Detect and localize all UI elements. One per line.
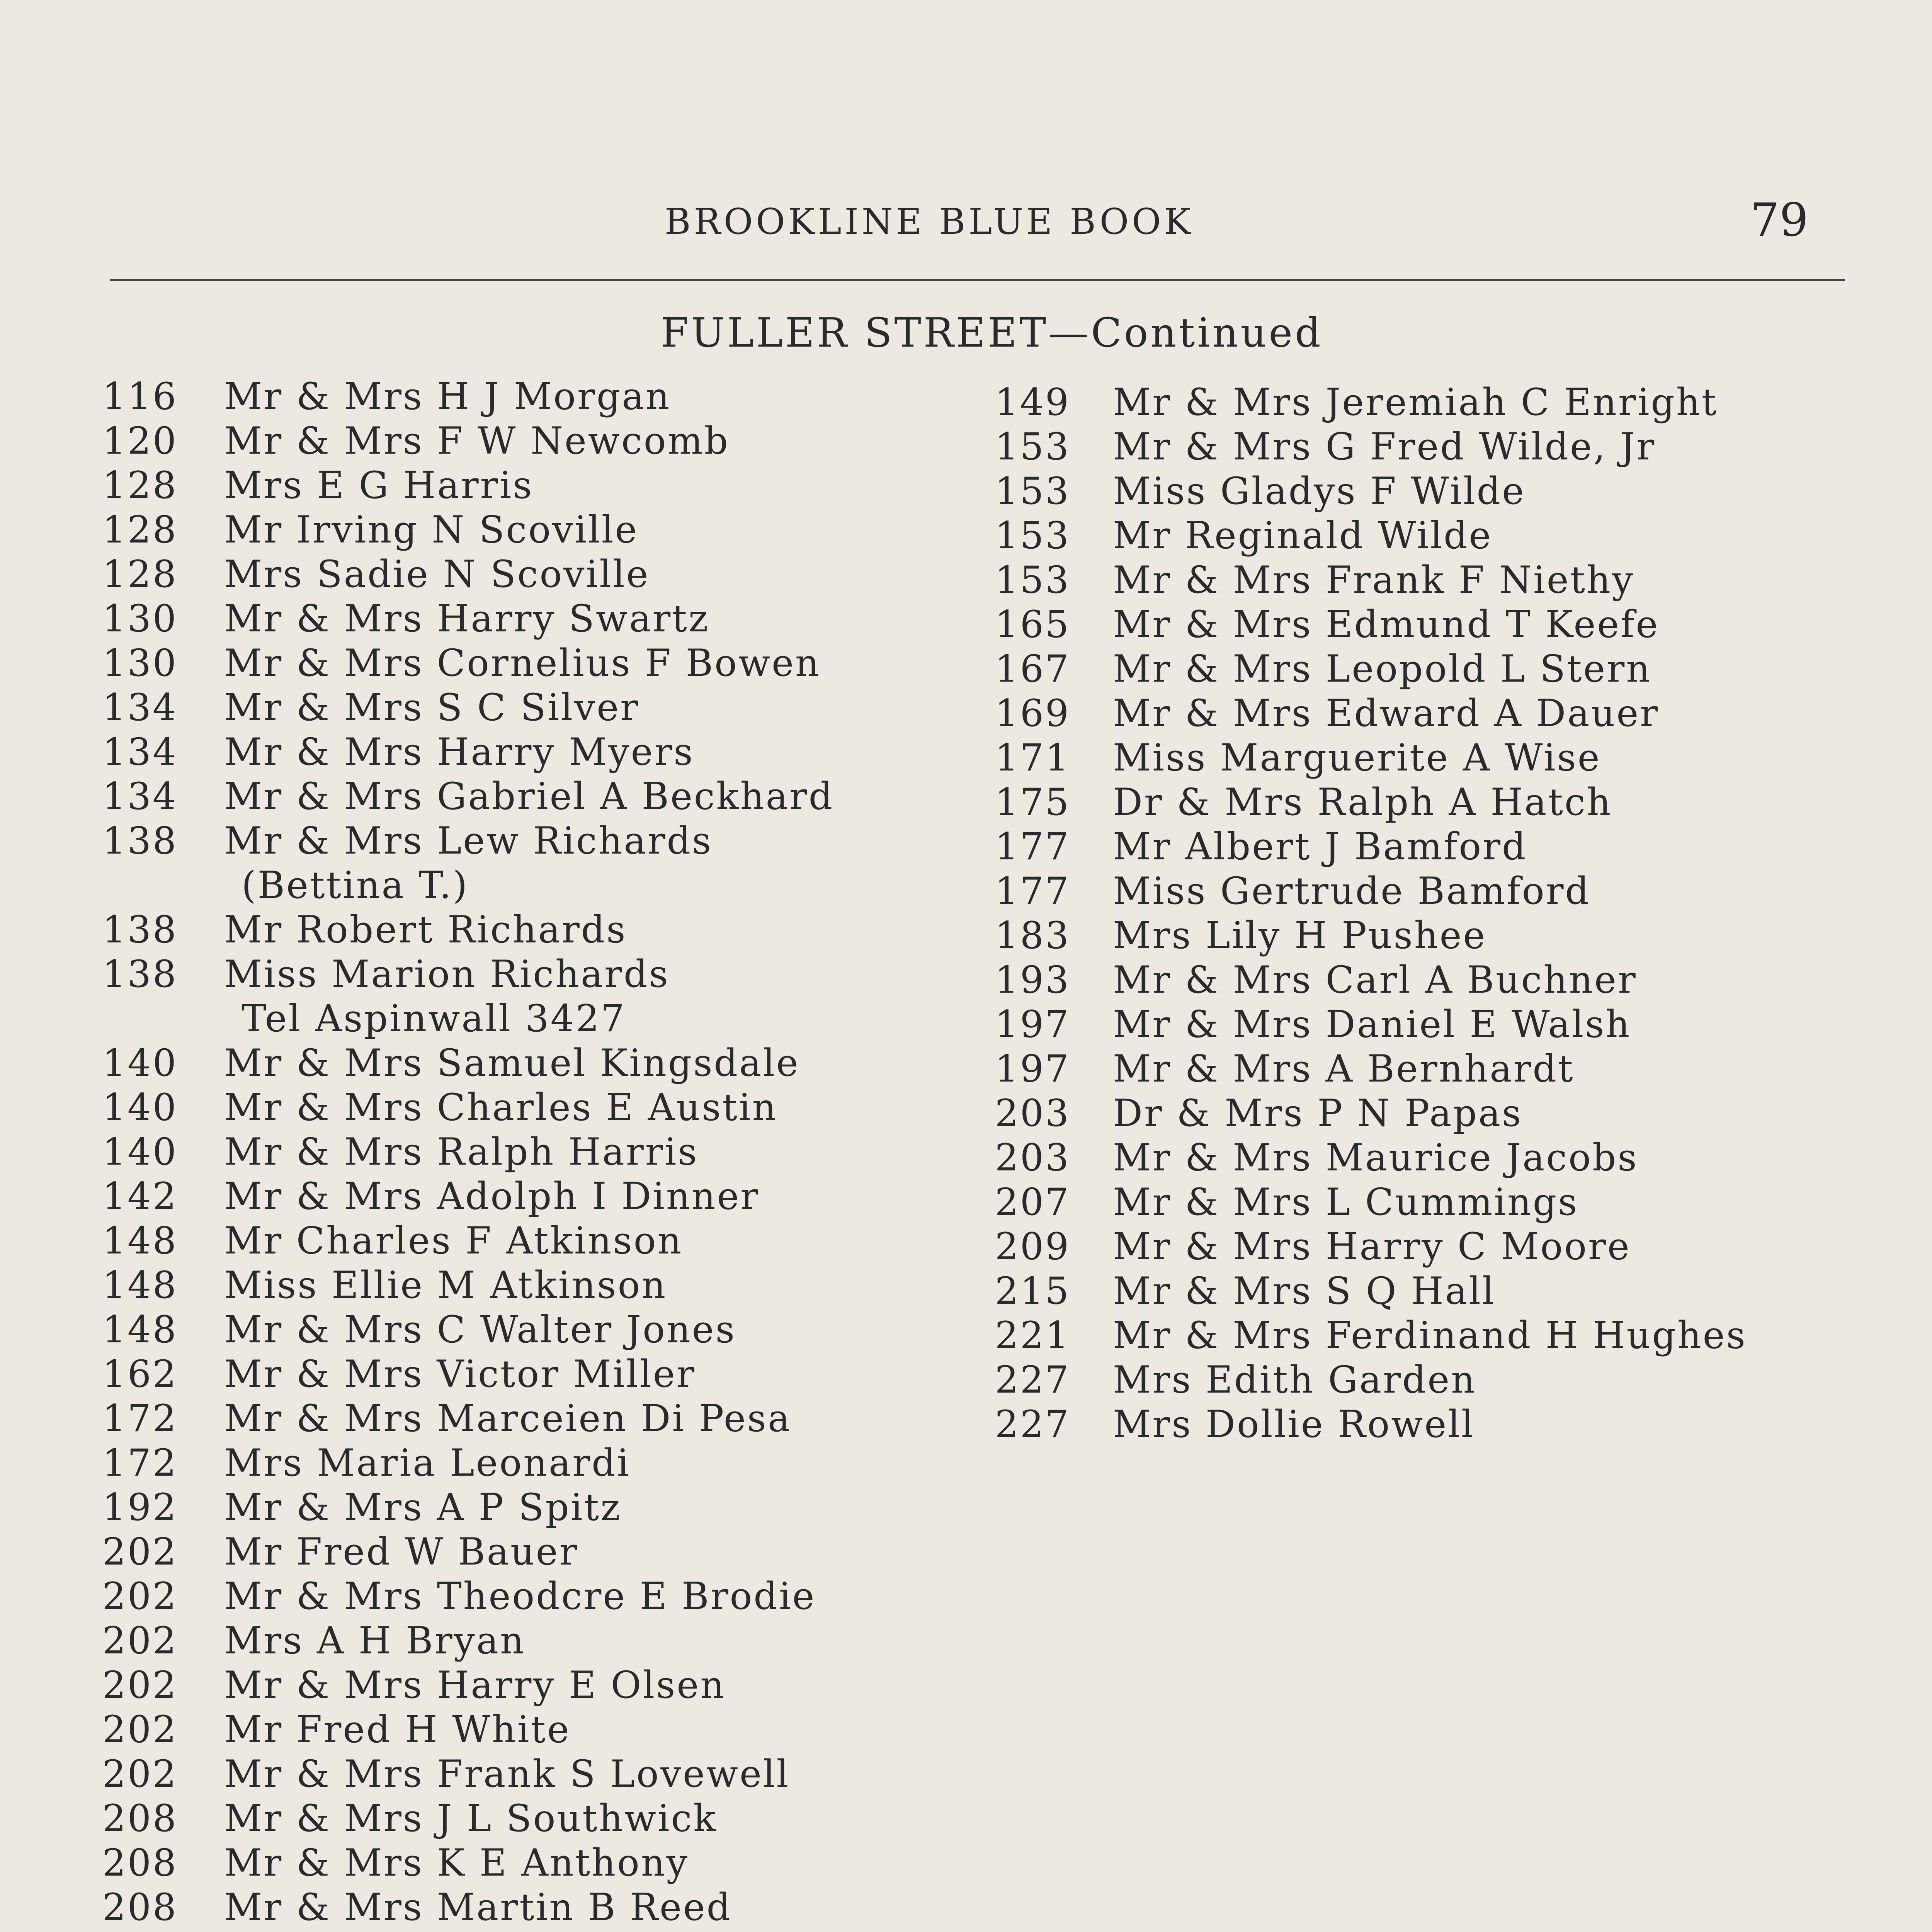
house-number: 116 [102, 375, 178, 418]
house-number: 177 [995, 825, 1070, 868]
resident-name: Mr & Mrs Leopold L Stern [1113, 647, 1652, 690]
resident-name: Mrs A H Bryan [224, 1619, 526, 1662]
fuller-left-column [97, 375, 985, 1930]
house-number: 153 [995, 558, 1070, 602]
resident-name: Mr & Mrs Lew Richards [224, 819, 713, 862]
directory-entry [97, 508, 985, 553]
page-header [116, 193, 1847, 251]
header-rule [110, 279, 1845, 281]
house-number: 175 [995, 781, 1070, 824]
resident-name: Mr & Mrs Edmund T Keefe [1113, 603, 1660, 646]
house-number: 227 [995, 1403, 1070, 1446]
running-title: BROOKLINE BLUE BOOK [665, 201, 1194, 242]
resident-name: Mr & Mrs Frank F Niethy [1113, 558, 1635, 602]
house-number: 134 [102, 775, 178, 818]
resident-name: Mr & Mrs Frank S Lovewell [224, 1752, 790, 1796]
house-number: 138 [102, 908, 178, 951]
resident-name: Mr Reginald Wilde [1113, 514, 1493, 557]
directory-entry [989, 1269, 1859, 1314]
house-number: 153 [995, 425, 1070, 468]
resident-name: Mr & Mrs H J Morgan [224, 375, 671, 418]
resident-name: Mr & Mrs Carl A Buchner [1113, 958, 1637, 1002]
directory-entry [97, 1130, 985, 1175]
directory-entry [989, 425, 1859, 469]
resident-name: Mr & Mrs A Bernhardt [1113, 1047, 1575, 1090]
house-number: 227 [995, 1358, 1070, 1401]
directory-entry [989, 469, 1859, 514]
house-number: 149 [995, 381, 1070, 424]
directory-entry [97, 864, 985, 908]
resident-name: Mr & Mrs Edward A Dauer [1113, 692, 1660, 735]
house-number: 142 [102, 1175, 178, 1218]
house-number: 148 [102, 1219, 178, 1262]
resident-name: Dr & Mrs Ralph A Hatch [1113, 781, 1612, 824]
directory-entry [989, 1180, 1859, 1225]
directory-entry [97, 1841, 985, 1886]
directory-entry [97, 375, 985, 419]
directory-entry [97, 464, 985, 508]
house-number: 169 [995, 692, 1070, 735]
resident-name: Dr & Mrs P N Papas [1113, 1092, 1523, 1135]
house-number: 120 [102, 419, 178, 463]
house-number: 183 [995, 914, 1070, 957]
house-number: 208 [102, 1841, 178, 1884]
house-number: 202 [102, 1575, 178, 1618]
house-number: 130 [102, 641, 178, 685]
house-number: 138 [102, 819, 178, 862]
resident-name: Mr & Mrs S Q Hall [1113, 1269, 1496, 1313]
house-number: 202 [102, 1708, 178, 1751]
house-number: 148 [102, 1264, 178, 1307]
resident-name: Mr & Mrs Harry Swartz [224, 597, 710, 640]
resident-name: Mr Fred W Bauer [224, 1530, 579, 1573]
house-number: 208 [102, 1797, 178, 1840]
resident-name: Mr & Mrs S C Silver [224, 686, 639, 729]
resident-name: Mr Albert J Bamford [1113, 825, 1527, 868]
house-number: 153 [995, 469, 1070, 513]
house-number: 134 [102, 686, 178, 729]
house-number: 140 [102, 1130, 178, 1173]
fuller-street-title: FULLER STREET—Continued [661, 309, 1323, 356]
resident-name: Mr & Mrs Charles E Austin [224, 1086, 778, 1129]
house-number: 162 [102, 1352, 178, 1396]
directory-entry [989, 1047, 1859, 1092]
directory-entry [989, 558, 1859, 603]
directory-entry [97, 908, 985, 952]
house-number: 197 [995, 1003, 1070, 1046]
resident-name: Mr & Mrs Adolph I Dinner [224, 1175, 760, 1218]
house-number: 193 [995, 958, 1070, 1002]
house-number: 138 [102, 952, 178, 996]
resident-name: Mr & Mrs Marceien Di Pesa [224, 1397, 792, 1440]
resident-name: Miss Marion Richards [224, 952, 670, 996]
house-number: 140 [102, 1041, 178, 1085]
resident-name: Mrs Lily H Pushee [1113, 914, 1487, 957]
directory-entry [989, 514, 1859, 558]
resident-name: Mr & Mrs Harry C Moore [1113, 1225, 1631, 1268]
resident-name: Mr & Mrs C Walter Jones [224, 1308, 736, 1351]
directory-entry [97, 1397, 985, 1441]
directory-entry [989, 736, 1859, 781]
directory-entry [97, 641, 985, 686]
house-number: 197 [995, 1047, 1070, 1090]
resident-name: Mr & Mrs A P Spitz [224, 1486, 622, 1529]
resident-name: Mrs Maria Leonardi [224, 1441, 631, 1485]
directory-entry [97, 1619, 985, 1663]
directory-entry [989, 1225, 1859, 1269]
directory-entry [989, 869, 1859, 914]
house-number: 202 [102, 1752, 178, 1796]
resident-name: Mrs E G Harris [224, 464, 534, 507]
house-number: 172 [102, 1441, 178, 1485]
resident-name: Miss Ellie M Atkinson [224, 1264, 667, 1307]
house-number: 215 [995, 1269, 1070, 1313]
resident-name: Miss Gertrude Bamford [1113, 869, 1590, 913]
directory-entry [97, 419, 985, 464]
directory-entry [97, 952, 985, 997]
resident-name: Mr & Mrs G Fred Wilde, Jr [1113, 425, 1656, 468]
directory-entry [97, 1486, 985, 1530]
resident-name: Mr & Mrs Daniel E Walsh [1113, 1003, 1631, 1046]
house-number: 171 [995, 736, 1070, 779]
resident-name: Mr & Mrs Ralph Harris [224, 1130, 699, 1173]
directory-entry [97, 1530, 985, 1575]
resident-name: Mr Irving N Scoville [224, 508, 639, 551]
resident-name: Mr & Mrs Jeremiah C Enright [1113, 381, 1718, 424]
resident-name: Mr & Mrs L Cummings [1113, 1180, 1579, 1224]
directory-entry [989, 603, 1859, 647]
directory-entry [989, 958, 1859, 1003]
house-number: 128 [102, 464, 178, 507]
resident-name: Mr & Mrs Harry Myers [224, 730, 694, 774]
resident-name: (Bettina T.) [242, 864, 469, 907]
directory-entry [97, 997, 985, 1041]
directory-entry [97, 1575, 985, 1619]
resident-name: Mr & Mrs Maurice Jacobs [1113, 1136, 1638, 1179]
house-number: 130 [102, 597, 178, 640]
resident-name: Mr Charles F Atkinson [224, 1219, 683, 1262]
resident-name: Mr & Mrs J L Southwick [224, 1797, 718, 1840]
directory-entry [97, 1708, 985, 1752]
resident-name: Mr & Mrs Cornelius F Bowen [224, 641, 821, 685]
house-number: 134 [102, 730, 178, 774]
house-number: 153 [995, 514, 1070, 557]
house-number: 128 [102, 553, 178, 596]
directory-entry [97, 686, 985, 730]
resident-name: Miss Gladys F Wilde [1113, 469, 1526, 513]
resident-name: Mr & Mrs Harry E Olsen [224, 1663, 726, 1707]
directory-entry [989, 1136, 1859, 1180]
resident-name: Mr & Mrs Samuel Kingsdale [224, 1041, 800, 1085]
directory-entry [97, 1041, 985, 1086]
directory-entry [97, 1175, 985, 1219]
directory-entry [989, 1403, 1859, 1447]
fuller-right-column [989, 381, 1859, 1447]
directory-entry [97, 1086, 985, 1130]
directory-entry [989, 825, 1859, 869]
directory-entry [97, 775, 985, 819]
house-number: 192 [102, 1486, 178, 1529]
directory-entry [97, 819, 985, 864]
directory-entry [989, 1314, 1859, 1358]
directory-entry [989, 1003, 1859, 1047]
directory-entry [989, 692, 1859, 736]
house-number: 203 [995, 1136, 1070, 1179]
house-number: 207 [995, 1180, 1070, 1224]
page-number: 79 [1750, 193, 1809, 247]
directory-entry [989, 381, 1859, 425]
resident-name: Mr & Mrs Martin B Reed [224, 1886, 732, 1929]
house-number: 140 [102, 1086, 178, 1129]
directory-entry [989, 1092, 1859, 1136]
house-number: 128 [102, 508, 178, 551]
directory-entry [97, 1663, 985, 1708]
house-number: 208 [102, 1886, 178, 1929]
resident-name: Mr & Mrs K E Anthony [224, 1841, 689, 1884]
resident-name: Mr & Mrs Gabriel A Beckhard [224, 775, 834, 818]
resident-name: Mr & Mrs Theodcre E Brodie [224, 1575, 816, 1618]
directory-entry [97, 1352, 985, 1397]
house-number: 203 [995, 1092, 1070, 1135]
resident-name: Mrs Dollie Rowell [1113, 1403, 1475, 1446]
house-number: 202 [102, 1530, 178, 1573]
house-number: 172 [102, 1397, 178, 1440]
directory-entry [97, 1797, 985, 1841]
directory-entry [989, 914, 1859, 958]
house-number: 202 [102, 1619, 178, 1662]
directory-entry [97, 597, 985, 641]
resident-name: Mr Robert Richards [224, 908, 627, 951]
house-number: 148 [102, 1308, 178, 1351]
house-number: 177 [995, 869, 1070, 913]
resident-name: Mr & Mrs Ferdinand H Hughes [1113, 1314, 1747, 1357]
house-number: 209 [995, 1225, 1070, 1268]
directory-entry [97, 553, 985, 597]
house-number: 167 [995, 647, 1070, 690]
resident-name: Mr Fred H White [224, 1708, 571, 1751]
directory-entry [97, 1441, 985, 1486]
resident-name: Mrs Sadie N Scoville [224, 553, 650, 596]
resident-name: Mr & Mrs F W Newcomb [224, 419, 730, 463]
directory-entry [97, 1886, 985, 1930]
directory-entry [989, 781, 1859, 825]
resident-name: Mr & Mrs Victor Miller [224, 1352, 696, 1396]
house-number: 221 [995, 1314, 1070, 1357]
directory-entry [97, 1308, 985, 1352]
house-number: 202 [102, 1663, 178, 1707]
directory-entry [97, 1264, 985, 1308]
directory-entry [97, 1752, 985, 1797]
directory-entry [97, 730, 985, 775]
house-number: 165 [995, 603, 1070, 646]
directory-entry [97, 1219, 985, 1264]
resident-name: Miss Marguerite A Wise [1113, 736, 1601, 779]
resident-name: Mrs Edith Garden [1113, 1358, 1477, 1401]
directory-entry [989, 647, 1859, 692]
directory-entry [989, 1358, 1859, 1403]
resident-name: Tel Aspinwall 3427 [242, 997, 626, 1040]
